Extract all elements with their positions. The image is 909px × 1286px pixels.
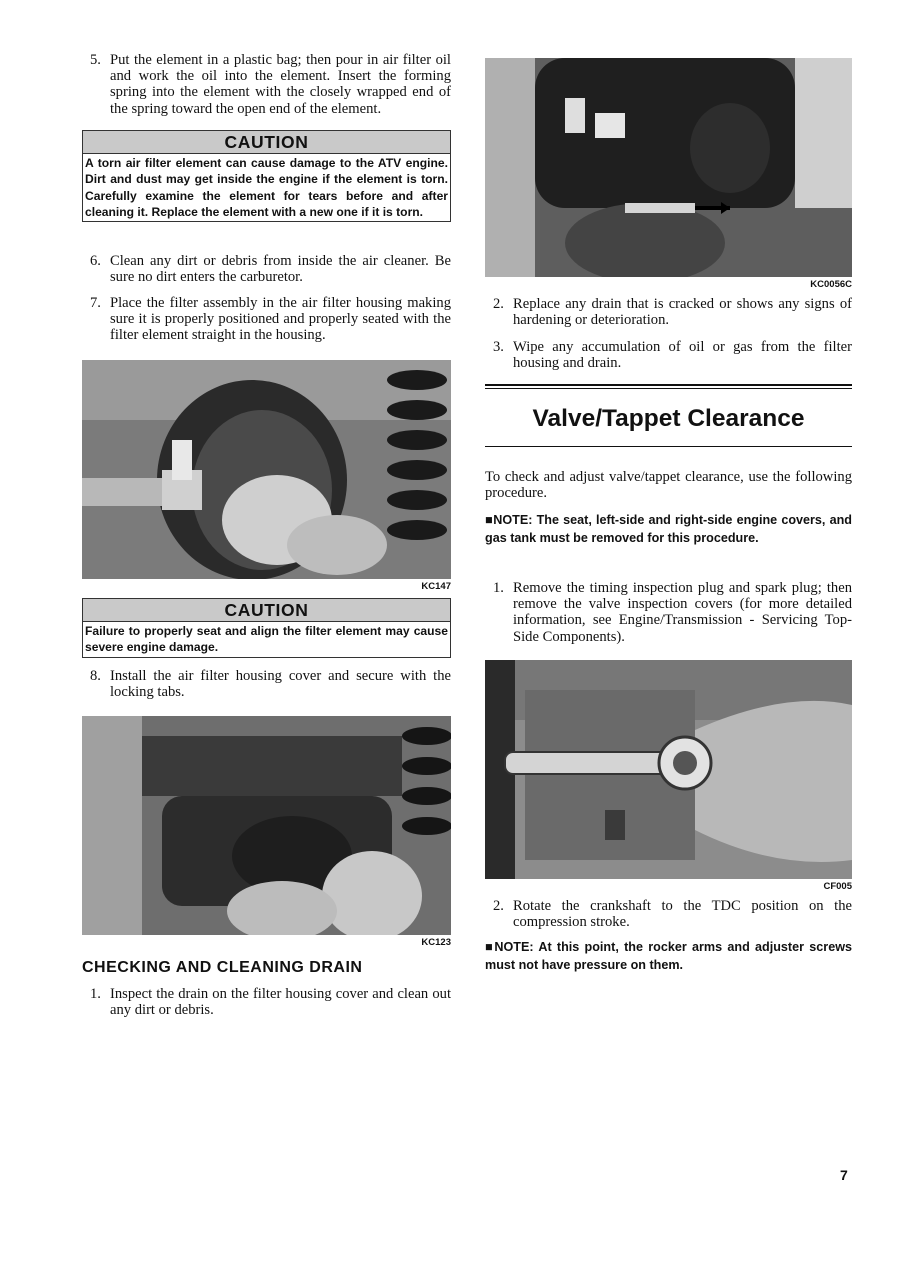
step-number: 1. [90,986,101,1002]
step-text: Inspect the drain on the filter housing cover and clean out any dirt or debris. [110,986,451,1019]
step-number: 2. [493,898,504,914]
step-6 [82,253,451,285]
page-number: 7 [840,1167,848,1183]
photo-drain-location [485,58,852,277]
step-number: 6. [90,253,101,269]
caution-box-seat-align [82,598,451,658]
valve-step-2 [485,898,852,930]
photo-housing-cover [82,716,451,935]
valve-step-1 [485,580,852,645]
step-text: Put the element in a plastic bag; then pour in air filter oil and work the oil into the element. Insert the forming spring into the element with the closely wrapped end of the spring toward the open end of the element. [110,52,451,117]
step-text: Install the air filter housing cover and secure with the locking tabs. [110,668,451,701]
caution-box-torn-element [82,130,451,222]
step-number: 8. [90,668,101,684]
photo-filter-installation [82,360,451,579]
photo-wrench-valve-cover [485,660,852,879]
step-text: Wipe any accumulation of oil or gas from the filter housing and drain. [513,339,852,372]
photo-illustration [82,360,451,579]
caution-text: A torn air filter element can cause damage to the ATV engine. Dirt and dust may get inside the engine if the element is torn. Carefully examine the element for tears before and after cleaning it. Replace the element with a new one if it is torn. [85,156,448,219]
drain-step-2 [485,296,852,328]
step-text: Remove the timing inspection plug and spark plug; then remove the valve inspection covers (for more detailed information, see Engine/Transmission - Servicing Top-Side Components). [513,580,852,645]
photo-illustration [82,716,451,935]
step-number: 5. [90,52,101,68]
note-rocker-arms: ■NOTE: At this point, the rocker arms and adjuster screws must not have pressure on them. [485,940,852,972]
step-text: Rotate the crankshaft to the TDC position on the compression stroke. [513,898,852,931]
note-remove-components: ■NOTE: The seat, left-side and right-side engine covers, and gas tank must be removed for this procedure. [485,513,852,545]
caution-heading: CAUTION [83,131,450,154]
step-text: Place the filter assembly in the air filter housing making sure it is properly positioned and properly seated with the filter element straight in the housing. [110,295,451,344]
caution-heading: CAUTION [83,599,450,622]
step-number: 1. [493,580,504,596]
figure-code-kc0056c: KC0056C [810,279,852,290]
title-rule-top [485,384,852,389]
step-number: 3. [493,339,504,355]
figure-code-kc123: KC123 [421,937,451,948]
drain-step-1 [82,986,451,1018]
step-7 [82,295,451,344]
intro-paragraph: To check and adjust valve/tappet clearance, use the following procedure. [485,469,852,502]
figure-code-cf005: CF005 [823,881,852,892]
step-8 [82,668,451,700]
section-heading-checking-drain: CHECKING AND CLEANING DRAIN [82,959,363,976]
photo-illustration [485,660,852,879]
section-title-valve-tappet: Valve/Tappet Clearance [532,405,805,432]
step-number: 7. [90,295,101,311]
figure-code-kc147: KC147 [421,581,451,592]
caution-text: Failure to properly seat and align the filter element may cause severe engine damage. [85,624,448,655]
drain-step-3 [485,339,852,371]
step-text: Clean any dirt or debris from inside the air cleaner. Be sure no dirt enters the carburetor. [110,253,451,286]
photo-illustration [485,58,852,277]
step-text: Replace any drain that is cracked or shows any signs of hardening or deterioration. [513,296,852,329]
title-rule-bottom [485,446,852,447]
step-5 [82,52,451,117]
step-number: 2. [493,296,504,312]
